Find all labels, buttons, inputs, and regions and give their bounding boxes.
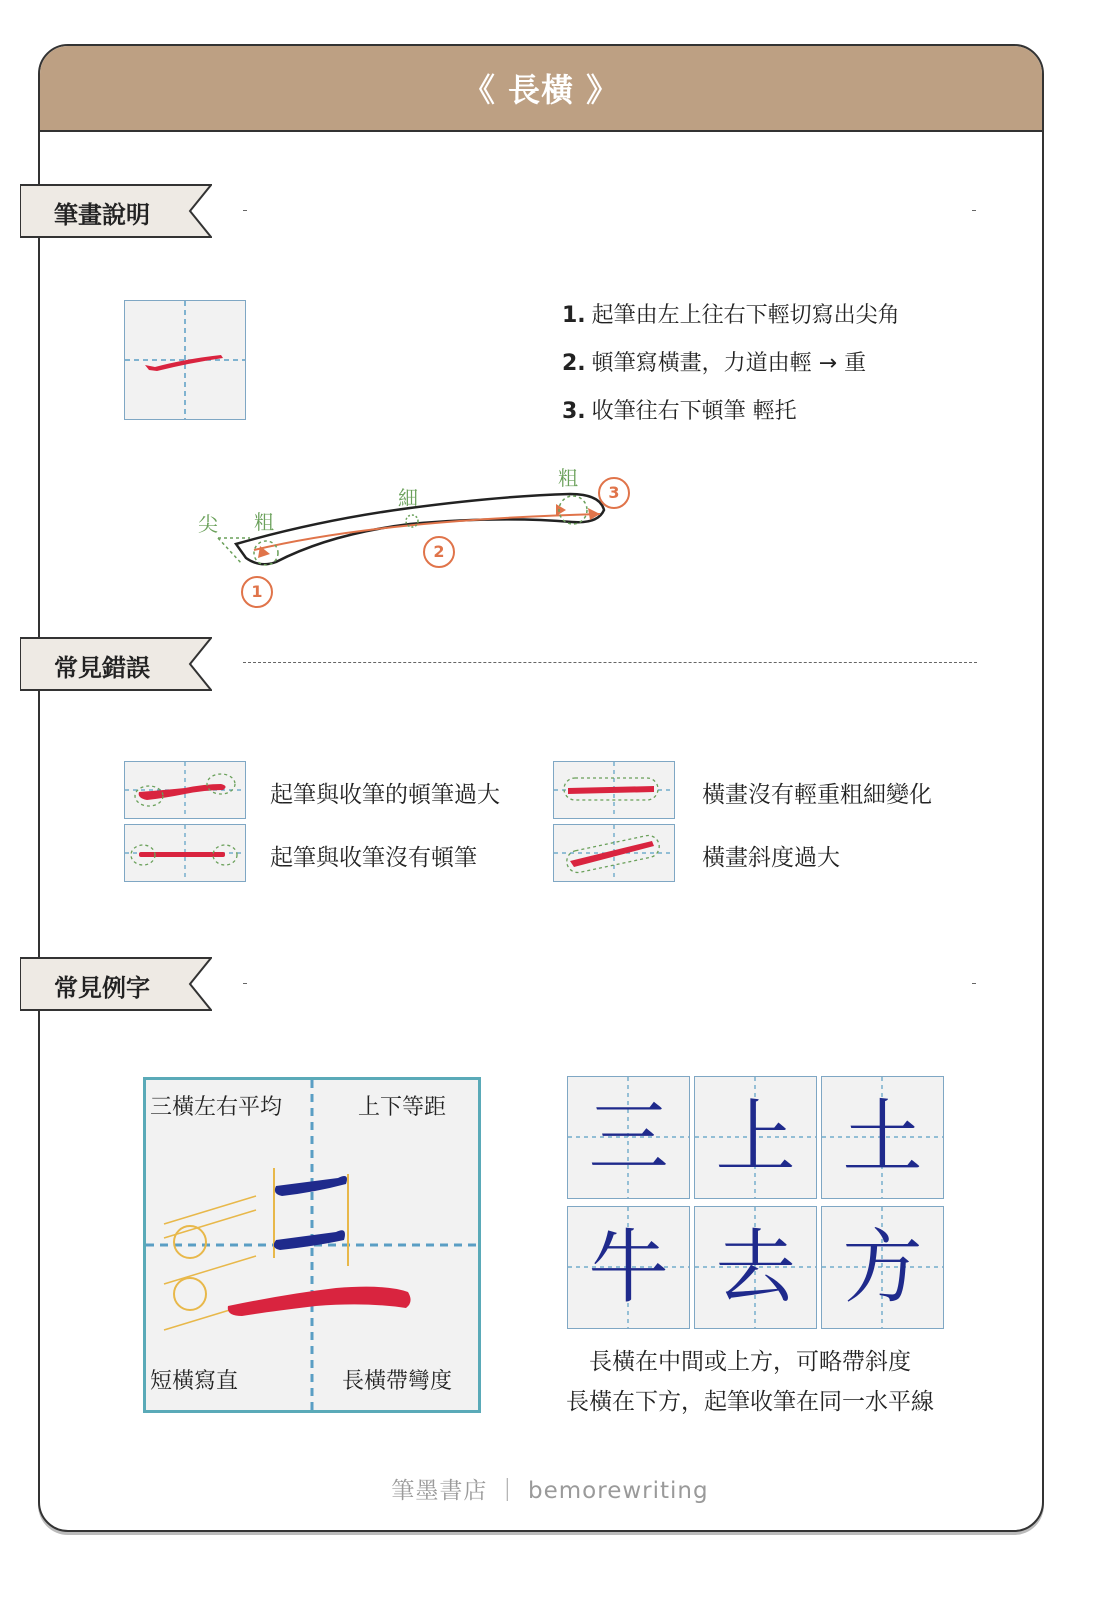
divider-dash: [243, 210, 247, 211]
caption-line: 長橫在中間或上方，可略帶斜度: [589, 1349, 911, 1375]
example-char-tile: [567, 1206, 690, 1329]
page-title: 《 長橫 》: [462, 71, 620, 109]
example-char: 上: [715, 1091, 796, 1184]
label-cu-left: 粗: [254, 510, 274, 534]
stroke-sample-grid: [124, 300, 246, 420]
example-char-tile: [694, 1206, 817, 1329]
section-tag-examples: [20, 957, 210, 1011]
example-char: 三: [588, 1091, 669, 1184]
example-char-tile: [694, 1076, 817, 1199]
step-marker-2: 2: [423, 536, 455, 568]
step-item: 1. 起筆由左上往右下輕切寫出尖角: [562, 303, 900, 328]
example-char-tile: [567, 1076, 690, 1199]
caption-line: 長橫在下方，起筆收筆在同一水平線: [566, 1389, 934, 1415]
section-title-examples: 常見例字: [54, 974, 150, 1002]
mistake-text-2: 橫畫沒有輕重粗細變化: [702, 782, 932, 808]
mistake-text-4: 橫畫斜度過大: [702, 845, 840, 871]
divider-dash: [972, 210, 976, 211]
section-tag-explain: [20, 184, 210, 238]
step-list: [562, 292, 900, 436]
mistake-text-3: 起筆與收筆沒有頓筆: [270, 845, 477, 871]
section-title-explain: 筆畫說明: [54, 201, 150, 229]
mistake-text-1: 起筆與收筆的頓筆過大: [270, 782, 500, 808]
step-marker-1: 1: [241, 576, 273, 608]
example-char: 土: [842, 1091, 923, 1184]
note-equal-spacing: 上下等距: [358, 1095, 447, 1120]
divider-dash: [972, 983, 976, 984]
footer-brand: 筆墨書店 ｜ bemorewriting: [391, 1478, 709, 1504]
label-jian: 尖: [198, 512, 218, 536]
mistake-sample-1: [124, 761, 246, 819]
example-char: 牛: [588, 1221, 669, 1314]
note-three-strokes: 三橫左右平均: [150, 1095, 283, 1120]
section-title-mistakes: 常見錯誤: [54, 654, 150, 682]
note-short-straight: 短橫寫直: [150, 1369, 239, 1394]
mistake-sample-4: [553, 824, 675, 882]
step-item: 2. 頓筆寫橫畫，力道由輕 → 重: [562, 351, 867, 376]
example-char: 方: [842, 1221, 923, 1314]
note-long-curved: 長橫帶彎度: [342, 1369, 453, 1394]
divider-dash: [243, 662, 977, 663]
mistake-sample-2: [553, 761, 675, 819]
title-bar: [40, 46, 1042, 132]
example-analysis-grid: [143, 1077, 481, 1413]
example-char-tile: [821, 1076, 944, 1199]
example-char: 去: [715, 1221, 796, 1314]
step-item: 3. 收筆往右下頓筆 輕托: [562, 399, 797, 424]
example-caption: [520, 1342, 980, 1422]
mistake-sample-3: [124, 824, 246, 882]
label-cu-right: 粗: [558, 466, 578, 490]
divider-dash: [243, 983, 247, 984]
section-tag-mistakes: [20, 637, 210, 691]
example-char-tile: [821, 1206, 944, 1329]
label-xi: 細: [398, 486, 418, 510]
step-marker-3: 3: [598, 477, 630, 509]
